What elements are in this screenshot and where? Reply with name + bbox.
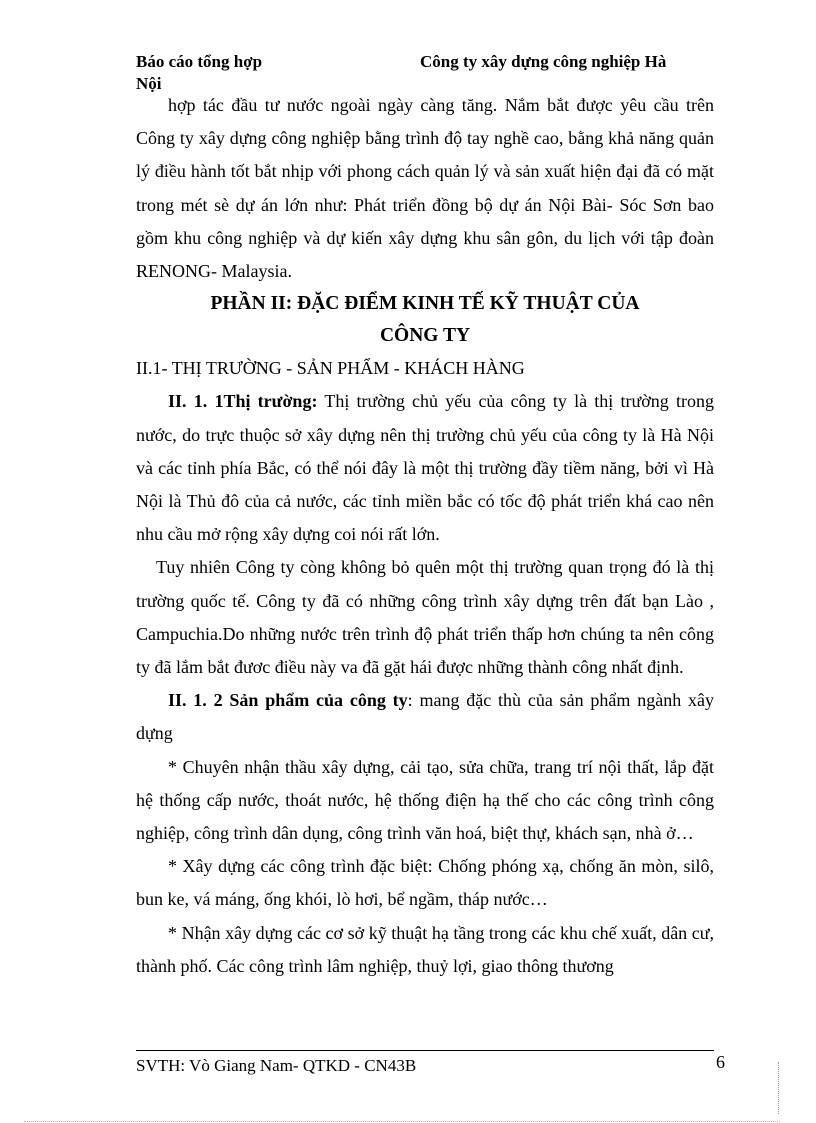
header-company-name: Công ty xây dựng công nghiệp Hà bbox=[420, 52, 667, 71]
footer-divider bbox=[136, 1050, 714, 1051]
page-border-horizontal bbox=[24, 1121, 780, 1122]
footer-author: SVTH: Vò Giang Nam- QTKD - CN43B bbox=[136, 1056, 417, 1075]
products-text: : mang đặc thù của sản phẩm ngành xây dựng bbox=[136, 690, 714, 744]
bullet-special-works: * Xây dựng các công trình đặc biệt: Chống phóng xạ, chống ăn mòn, silô, bun ke, vá máng, ống khói, lò hơi, bể ngầm, tháp nước… bbox=[136, 856, 714, 910]
section-heading: II.1- THỊ TRƯỜNG - SẢN PHẨM - KHÁCH HÀNG bbox=[136, 358, 525, 379]
header-report-title-continued: Nội bbox=[136, 74, 162, 93]
market-text: Thị trường chủ yếu của công ty là thị trường trong nước, do trực thuộc sở xây dựng nên thị trường chủ yếu của công ty là Hà Nội và các tỉnh phía Bắc, có thể nói đây là một thị trường đầy tiềm năng, bởi vì Hà Nội là Thủ đô của cả nước, các tỉnh miền bắc có tốc độ phát triển khá cao nên nhu cầu mở rộng xây dựng coi nói rất lớn. bbox=[136, 391, 714, 545]
paragraph-products bbox=[136, 684, 714, 750]
paragraph-intro: hợp tác đầu tư nước ngoài ngày càng tăng. Nắm bắt được yêu cầu trên Công ty xây dựng công nghiệp bằng trình độ tay nghề cao, bằng khả năng quản lý điều hành tốt bắt nhịp với phong cách quản lý và sản xuất hiện đại đã có mặt trong mét sè dự án lớn như: Phát triển đồng bộ dự án Nội Bài- Sóc Sơn bao gồm khu công nghiệp và dự kiến xây dựng khu sân gôn, du lịch với tập đoàn RENONG- Malaysia. bbox=[136, 95, 714, 282]
document-body bbox=[136, 89, 714, 983]
subsection-label-products: II. 1. 2 Sản phẩm của công ty bbox=[168, 690, 408, 711]
paragraph-international: Tuy nhiên Công ty còng không bỏ quên một thị trường quan trọng đó là thị trường quốc tế. Công ty đã có những công trình xây dựng trên đất bạn Lào , Campuchia.Do những nước trên trình độ phát triển thấp hơn chúng ta nên công ty đã lắm bắt đươc điều này va đã gặt hái được những thành công nhất định. bbox=[136, 557, 714, 678]
paragraph-market bbox=[136, 385, 714, 551]
header-report-title: Báo cáo tổng hợp bbox=[136, 52, 263, 71]
page-number: 6 bbox=[716, 1052, 725, 1072]
part-heading-line-2: CÔNG TY bbox=[379, 325, 471, 347]
bullet-construction: * Chuyên nhận thầu xây dựng, cải tạo, sửa chữa, trang trí nội thất, lắp đặt hệ thống cấp nước, thoát nước, hệ thống điện hạ thế cho các công trình công nghiệp, công trình dân dụng, công trình văn hoá, biệt thự, khách sạn, nhà ở… bbox=[136, 756, 714, 844]
page-border-vertical bbox=[778, 1062, 779, 1114]
part-heading-line-1: PHẦN II: ĐẶC ĐIỂM KINH TẾ KỸ THUẬT CỦA bbox=[210, 293, 640, 315]
subsection-label-market: II. 1. 1Thị trường: bbox=[168, 391, 318, 412]
bullet-infrastructure: * Nhận xây dựng các cơ sở kỹ thuật hạ tầng trong các khu chế xuất, dân cư, thành phố. Các công trình lâm nghiệp, thuỷ lợi, giao thông thương bbox=[136, 922, 714, 976]
